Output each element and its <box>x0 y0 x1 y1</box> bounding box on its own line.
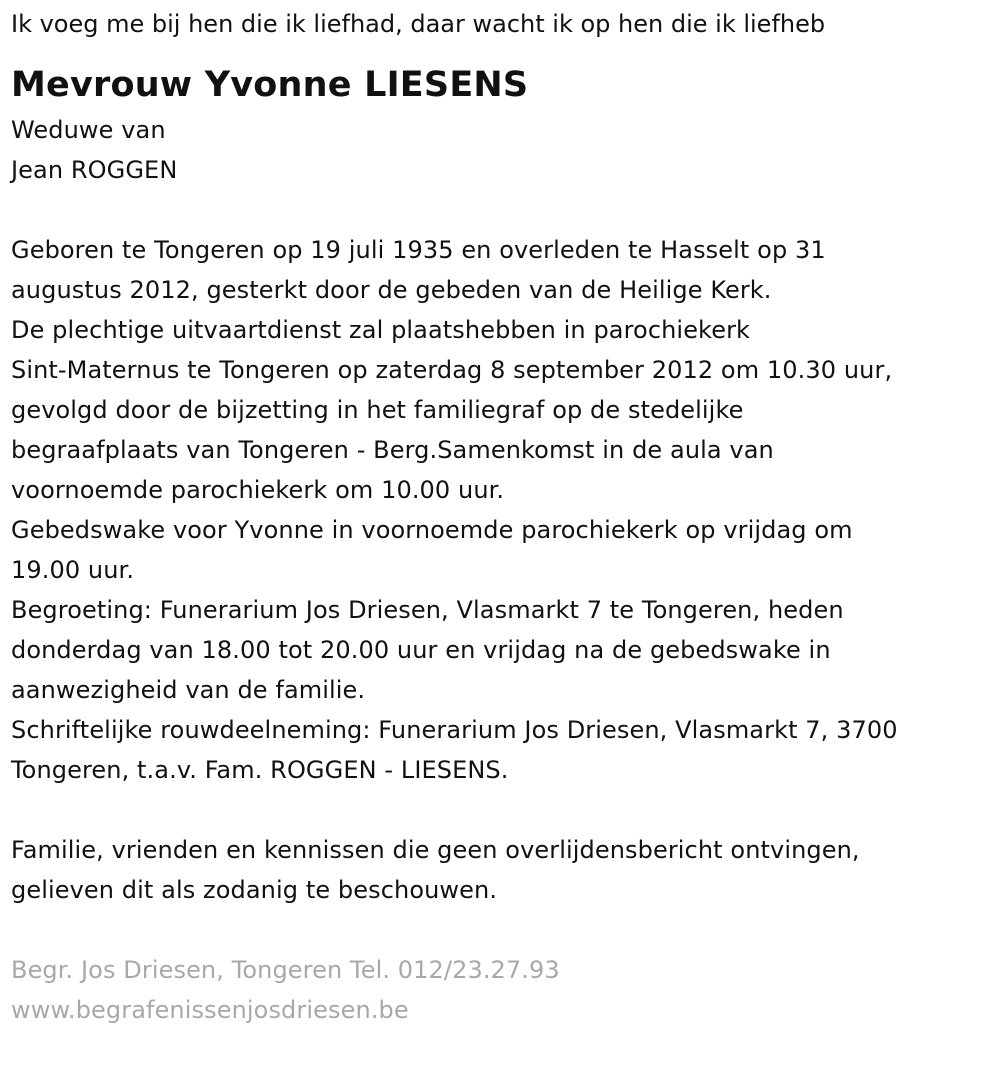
body-line: voornoemde parochiekerk om 10.00 uur. <box>11 476 505 504</box>
body-line: De plechtige uitvaartdienst zal plaatshebben in parochiekerk <box>11 316 751 344</box>
relation-block <box>11 110 991 190</box>
closing-block <box>11 830 991 910</box>
body-line: Begroeting: Funerarium Jos Driesen, Vlasmarkt 7 te Tongeren, heden <box>11 596 844 624</box>
body-line: Geboren te Tongeren op 19 juli 1935 en overleden te Hasselt op 31 <box>11 236 826 264</box>
closing-line: Familie, vrienden en kennissen die geen overlijdensbericht ontvingen, <box>11 836 860 864</box>
body-line: 19.00 uur. <box>11 556 135 584</box>
spacer <box>11 190 991 230</box>
body-line: aanwezigheid van de familie. <box>11 676 366 704</box>
footer-website: www.begrafenissenjosdriesen.be <box>11 996 409 1024</box>
closing-line: gelieven dit als zodanig te beschouwen. <box>11 876 498 904</box>
spacer <box>11 910 991 950</box>
announcement-body <box>11 230 991 790</box>
body-line: Schriftelijke rouwdeelneming: Funerarium Jos Driesen, Vlasmarkt 7, 3700 <box>11 716 898 744</box>
footer-contact: Begr. Jos Driesen, Tongeren Tel. 012/23.27.93 <box>11 956 560 984</box>
opening-quote: Ik voeg me bij hen die ik liefhad, daar wacht ik op hen die ik liefheb <box>11 10 826 38</box>
spacer <box>11 790 991 830</box>
funeral-home-footer <box>11 950 991 1030</box>
body-line: begraafplaats van Tongeren - Berg.Samenkomst in de aula van <box>11 436 774 464</box>
obituary-notice <box>11 4 991 1030</box>
body-line: Tongeren, t.a.v. Fam. ROGGEN - LIESENS. <box>11 756 509 784</box>
relation-line: Weduwe van <box>11 116 166 144</box>
body-line: donderdag van 18.00 tot 20.00 uur en vrijdag na de gebedswake in <box>11 636 831 664</box>
body-line: gevolgd door de bijzetting in het familiegraf op de stedelijke <box>11 396 744 424</box>
body-line: Sint-Maternus te Tongeren op zaterdag 8 september 2012 om 10.30 uur, <box>11 356 893 384</box>
body-line: Gebedswake voor Yvonne in voornoemde parochiekerk op vrijdag om <box>11 516 853 544</box>
deceased-name: Mevrouw Yvonne LIESENS <box>11 65 529 105</box>
relation-line: Jean ROGGEN <box>11 156 178 184</box>
body-line: augustus 2012, gesterkt door de gebeden van de Heilige Kerk. <box>11 276 772 304</box>
